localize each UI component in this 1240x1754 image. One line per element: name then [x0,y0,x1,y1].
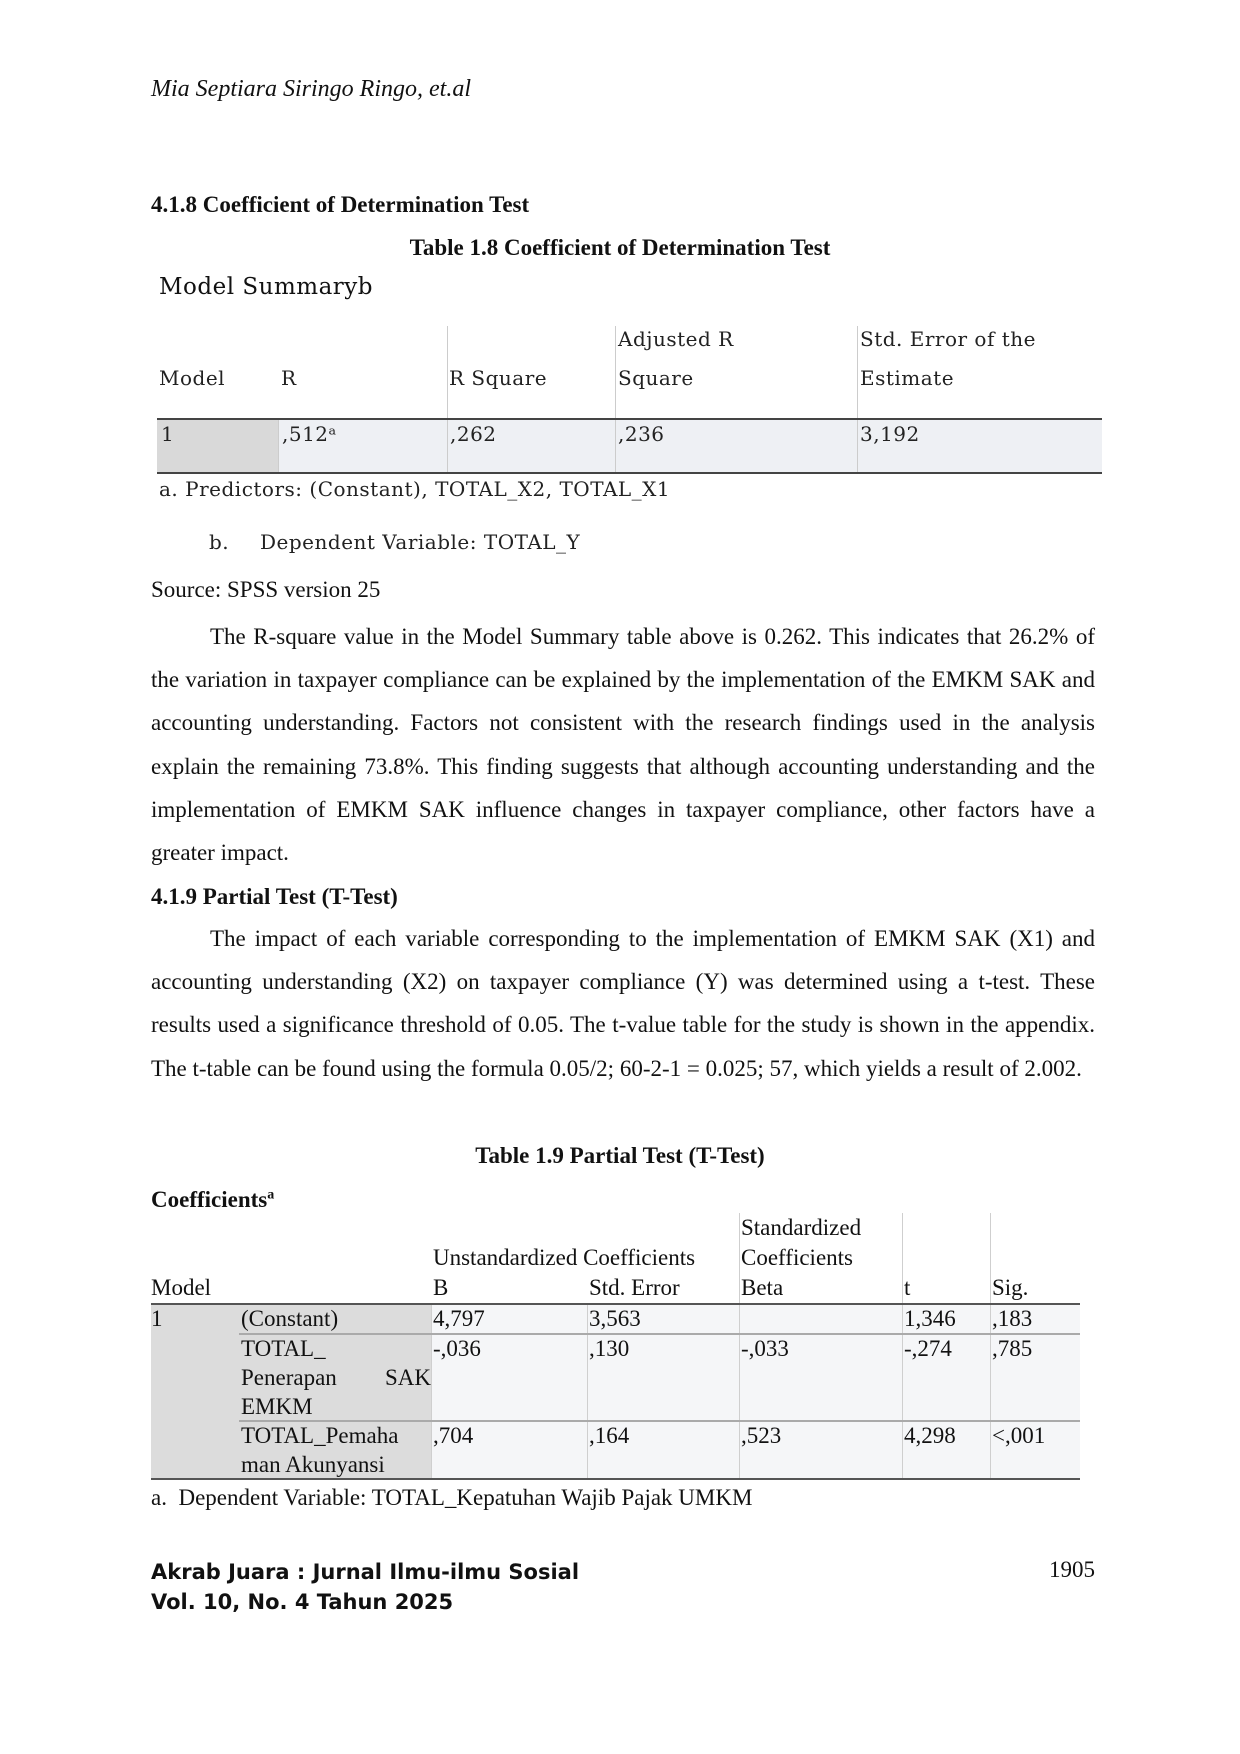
coef-header-beta: Beta [741,1275,784,1300]
coef-header-std-2: Coefficients [741,1245,853,1270]
coef-header-model: Model [151,1275,212,1300]
ms-header-adj-r-2: Square [618,366,694,390]
coef-row3-beta: ,523 [741,1423,782,1448]
coef-row2-sig: ,785 [992,1336,1033,1361]
coef-header-b: B [433,1275,449,1300]
running-header-author: Mia Septiara Siringo Ringo, et.al [151,76,471,102]
paragraph-4-1-9-text: The impact of each variable corresponding to the implementation of EMKM SAK (X1) and accounting understanding (X2) on taxpayer compliance (Y) was determined using a t-test. These results used a significance threshold of 0.05. The t-value table for the study is shown in the appendix. The t-table can be found using the formula 0.05/2; 60-2-1 = 0.025; 57, which yields a result of 2.002. [151,926,1095,1081]
ms-header-r: R [281,366,297,390]
coef-row1-b: 4,797 [433,1306,485,1331]
coef-row2-label-1: TOTAL_ [241,1336,326,1361]
coef-row1-label: (Constant) [241,1306,339,1331]
ms-note-b-text: Dependent Variable: TOTAL_Y [260,530,581,554]
coef-row3-se: ,164 [589,1423,630,1448]
ms-cell-r: ,512ᵃ [282,422,337,446]
coef-header-unstd: Unstandardized Coefficients [433,1245,696,1270]
coef-header-t: t [904,1275,911,1300]
coef-row2-b: -,036 [433,1336,481,1361]
coef-row1-t: 1,346 [904,1306,956,1331]
ms-cell-se: 3,192 [860,422,920,446]
coefficients-title-text: Coefficients [151,1187,268,1212]
coef-row2-label-2b: SAK [385,1365,432,1390]
ms-cell-model: 1 [161,422,175,446]
ms-header-adj-r-1: Adjusted R [618,327,734,351]
coef-row2-t: -,274 [904,1336,952,1361]
section-heading-4-1-8: 4.1.8 Coefficient of Determination Test [151,192,530,217]
coef-row3-sig: <,001 [992,1423,1046,1448]
section-heading-4-1-9: 4.1.9 Partial Test (T-Test) [151,884,398,909]
table-caption-1-8: Table 1.8 Coefficient of Determination Test [409,235,831,260]
coef-row1-model: 1 [151,1306,163,1331]
coef-row3-label-1: TOTAL_Pemaha [241,1423,399,1448]
ms-header-r-square: R Square [449,366,548,390]
ms-note-a: a. Predictors: (Constant), TOTAL_X2, TOTAL_X1 [159,477,671,501]
coef-header-std-1: Standardized [741,1215,862,1240]
coef-row1-se: 3,563 [589,1306,641,1331]
ms-header-se-2: Estimate [860,366,955,390]
ms-header-model: Model [159,366,226,390]
coef-header-sig: Sig. [992,1275,1029,1300]
coef-row3-t: 4,298 [904,1423,956,1448]
model-summary-title: Model Summaryb [159,274,374,300]
journal-footer-line2: Vol. 10, No. 4 Tahun 2025 [151,1590,454,1614]
source-note: Source: SPSS version 25 [151,577,381,602]
coef-row2-label-2a: Penerapan [241,1365,337,1390]
ms-cell-r-square: ,262 [450,422,497,446]
journal-footer [151,1557,579,1617]
coef-row2-se: ,130 [589,1336,630,1361]
coef-row2-label-3: EMKM [241,1394,313,1419]
coef-header-se: Std. Error [589,1275,680,1300]
coef-row2-beta: -,033 [741,1336,789,1361]
ms-cell-adj-r: ,236 [618,422,665,446]
ms-note-b-label: b. [209,530,230,554]
coef-row3-b: ,704 [433,1423,474,1448]
ms-header-se-1: Std. Error of the [860,327,1036,351]
coef-row1-sig: ,183 [992,1306,1033,1331]
journal-footer-line1: Akrab Juara : Jurnal Ilmu-ilmu Sosial [151,1560,580,1584]
coefficients-title-sup: a [267,1187,275,1203]
coef-note: a. Dependent Variable: TOTAL_Kepatuhan Wajib Pajak UMKM [151,1485,753,1510]
table-caption-1-9: Table 1.9 Partial Test (T-Test) [475,1143,765,1168]
paragraph-4-1-8-text: The R-square value in the Model Summary table above is 0.262. This indicates that 26.2% of the variation in taxpayer compliance can be explained by the implementation of the EMKM SAK and accounting understanding. Factors not consistent with the research findings used in the analysis explain the remaining 73.8%. This finding suggests that although accounting understanding and the implementation of EMKM SAK influence changes in taxpayer compliance, other factors have a greater impact. [151,624,1095,866]
page-number: 1905 [1049,1557,1095,1582]
coef-row3-label-2: man Akunyansi [241,1452,385,1477]
